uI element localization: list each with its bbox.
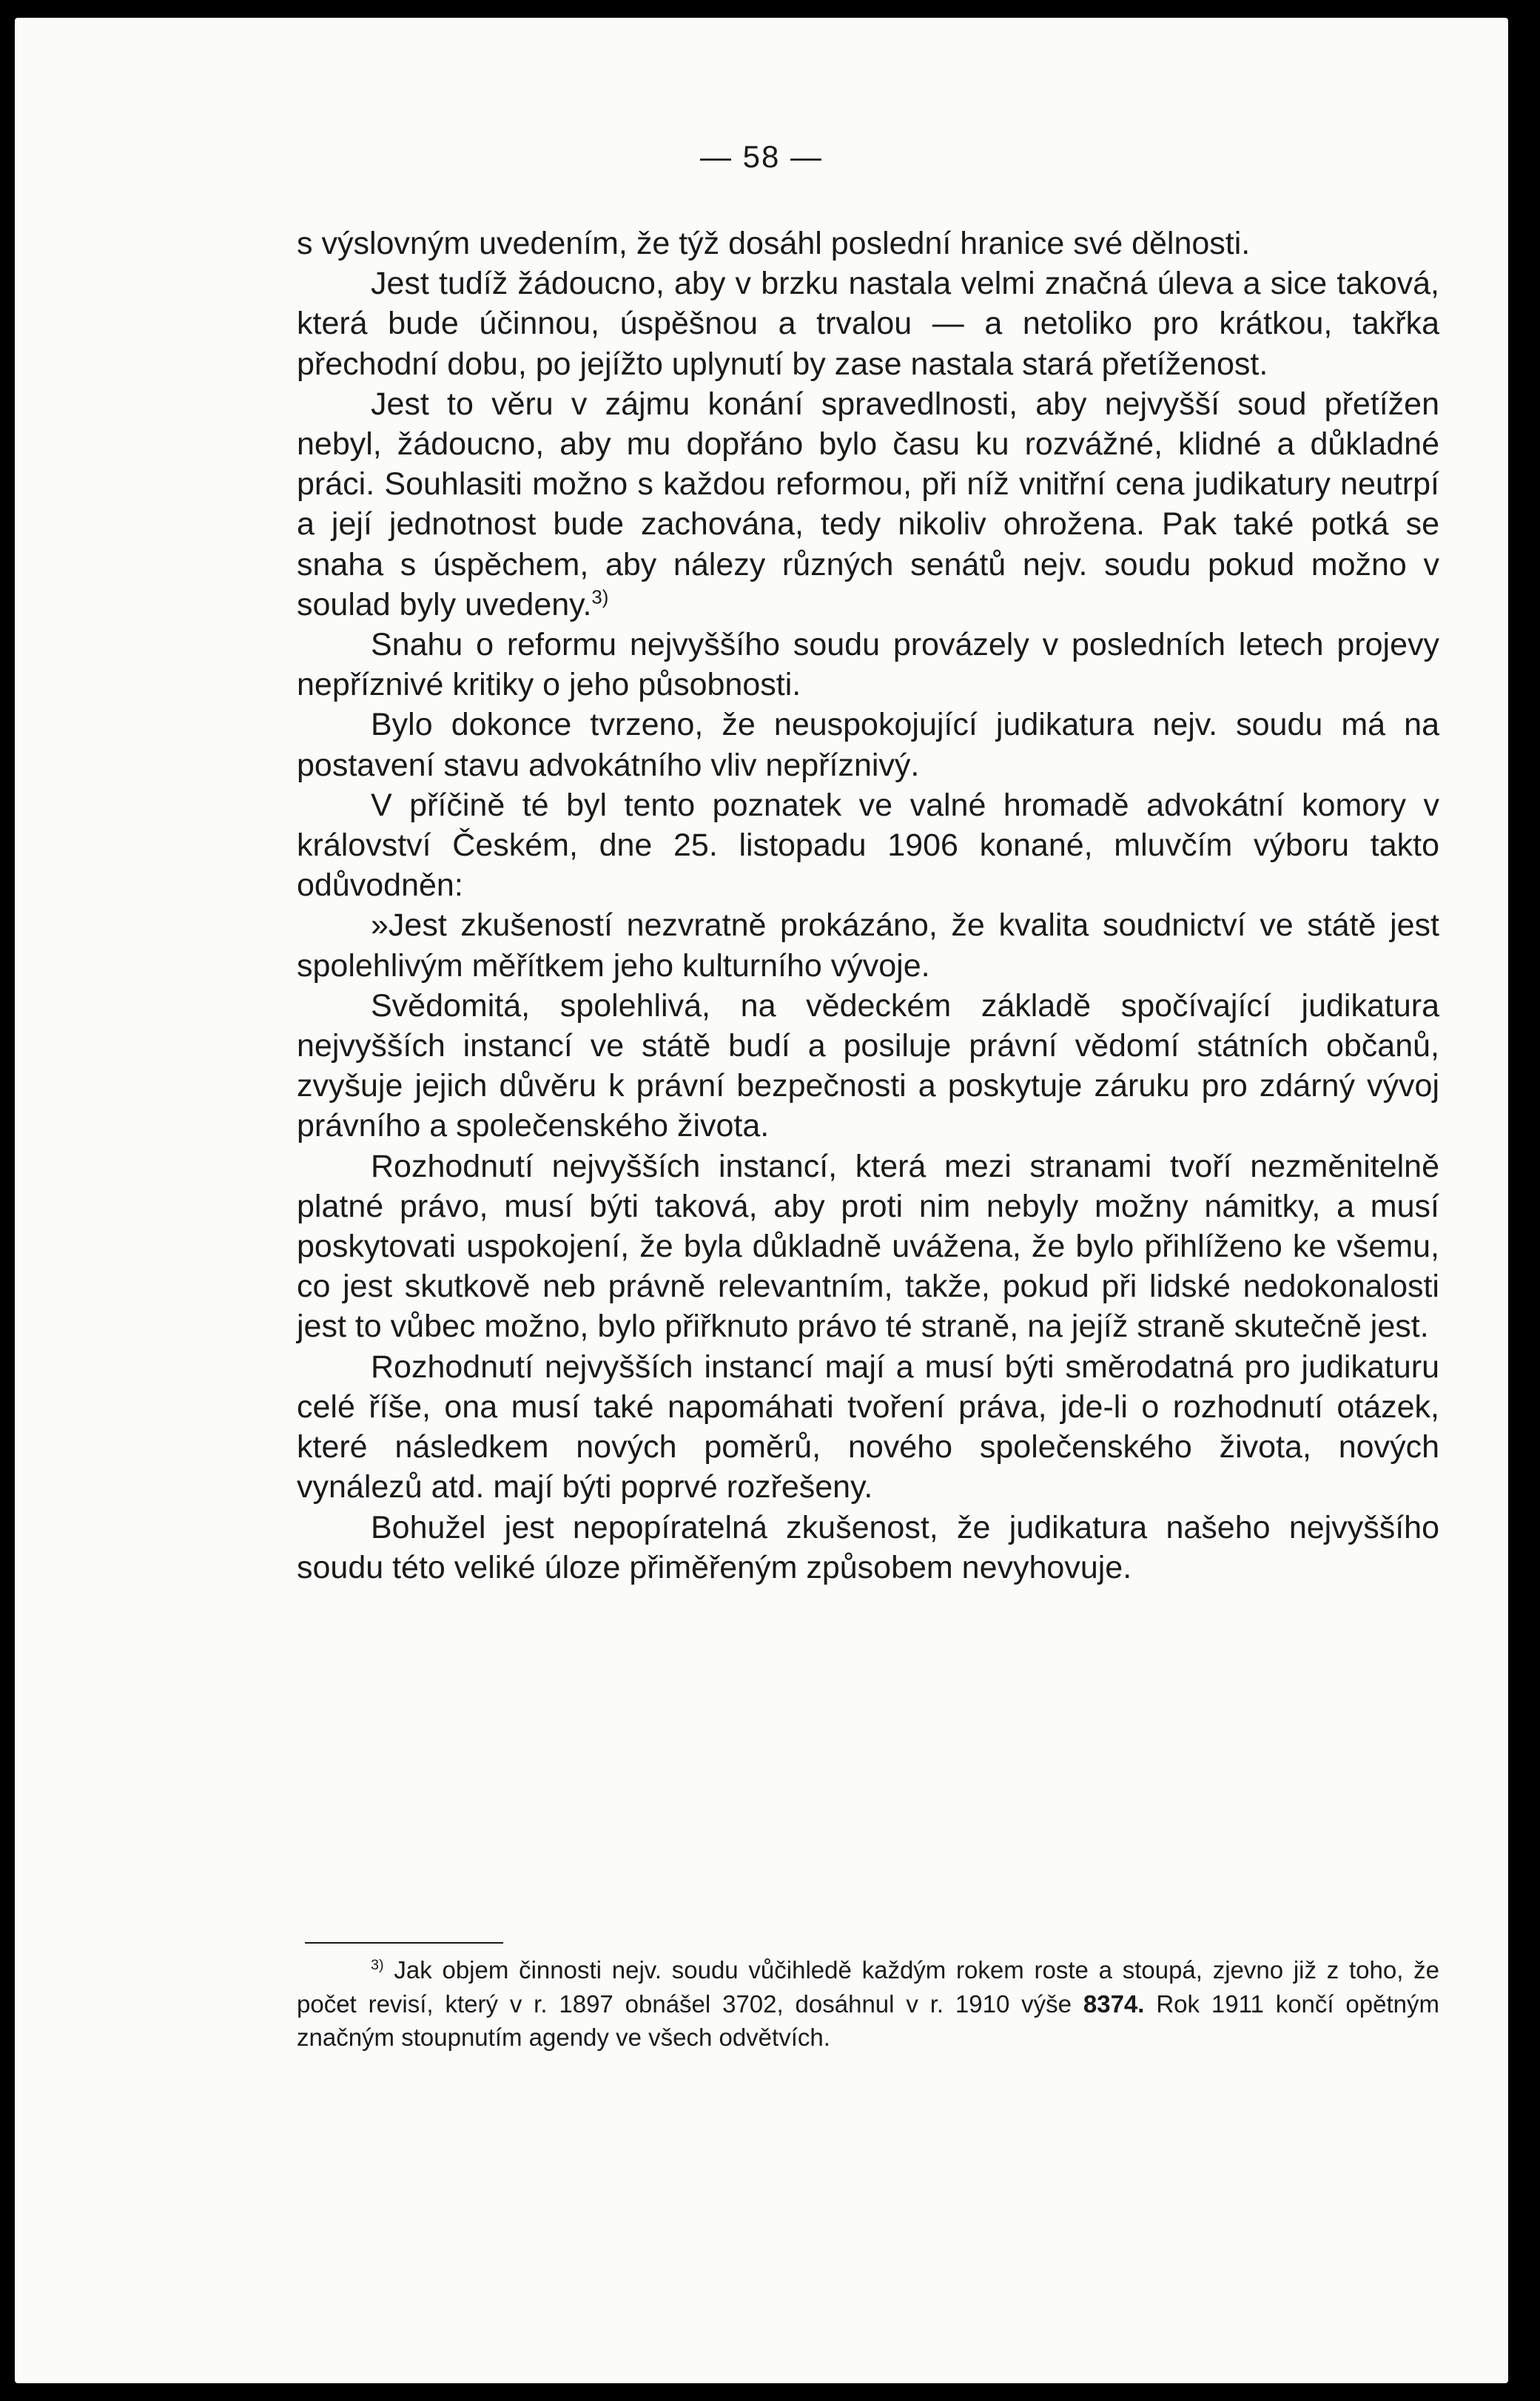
paragraph-claim: Bylo dokonce tvrzeno, že neuspokojující judikatura nejv. soudu má na postavení stavu advokátního vliv nepříznivý. [297, 707, 1439, 783]
paragraph-reform: Snahu o reformu nejvyššího soudu provázely v posledních letech projevy nepříznivé kritiky o jeho působnosti. [297, 627, 1439, 703]
paragraph-decisions: Rozhodnutí nejvyšších instancí, která mezi stranami tvoří nezměnitelně platné právo, musí býti taková, aby proti nim nebyly možny námitky, a musí poskytovati uspokojení, že byla důkladně uvážena, že bylo přihlíženo ke všemu, co jest skutkově neb právně relevantním, takže, pokud při lidské nedokonalosti jest to vůbec možno, bylo přiřknuto právo té straně, na jejíž straně skutečně jest. [297, 1148, 1439, 1345]
paragraph-binding: Rozhodnutí nejvyšších instancí mají a musí býti směrodatná pro judikaturu celé říše, ona musí také napomáhati tvoření práva, jde-li o rozhodnutí otázek, které následkem nových poměrů, nového společenského života, nových vynálezů atd. mají býti poprvé rozřešeny. [297, 1349, 1439, 1505]
paragraph-conclusion: Bohužel jest nepopíratelná zkušenost, že judikatura našeho nejvyššího soudu této veliké úloze přiměřeným způsobem nevyhovuje. [297, 1509, 1439, 1585]
paragraph-relief: Jest tudíž žádoucno, aby v brzku nastala velmi značná úleva a sice taková, která bude účinnou, úspěšnou a trvalou — a netoliko pro krátkou, takřka přechodní dobu, po jejížto uplynutí by zase nastala stará přetíženost. [297, 266, 1439, 382]
footnote-marker: 3) [371, 1957, 384, 1973]
footnote-divider [305, 1942, 503, 1944]
paragraph-judicature: Svědomitá, spolehlivá, na vědeckém základě spočívající judikatura nejvyšších instancí ve státě budí a posiluje právní vědomí státních občanů, zvyšuje jejich důvěru k právní bezpečnosti a poskytuje záruku pro zdárný vývoj právního a společenského života. [297, 987, 1439, 1144]
book-page [15, 18, 1508, 2383]
paragraph-justice: Jest to věru v zájmu konání spravedlnosti, aby nejvyšší soud přetížen nebyl, žádoucno, aby mu dopřáno bylo času ku rozvážné, klidné a důkladné práci. Souhlasiti možno s každou reformou, při níž vnitřní cena judikatury neutrpí a její jednotnost bude zachována, tedy nikoliv ohrožena. Pak také potká se snaha s úspěchem, aby nálezy různých senátů nejv. soudu pokud možno v soulad byly uvedeny.$^{3)}$ [297, 386, 1439, 622]
page-number: — 58 — [699, 139, 824, 174]
footnote [297, 1953, 1439, 2055]
footnote-reference: 3) [591, 587, 609, 608]
paragraph-quote-start: »Jest zkušeností nezvratně prokázáno, že kvalita soudnictví ve státě jest spolehlivým měřítkem jeho kulturního vývoje. [297, 907, 1439, 984]
footnote-bold-value: 8374. [1083, 1989, 1145, 2018]
footnote-text: $^{3)}$ Jak objem činnosti nejv. soudu vůčihledě každým rokem roste a stoupá, zjevno již z toho, že počet revisí, který v r. 1897 obnášel 3702, dosáhnul v r. 1910 výše 8374. Rok 1911 končí opětným značným stoupnutím agendy ve všech odvětvích. [297, 1956, 1440, 2051]
main-text [297, 224, 1439, 1588]
paragraph-assembly: V příčině té byl tento poznatek ve valné hromadě advokátní komory v království Českém, dne 25. listopadu 1906 konané, mluvčím výboru takto odůvodněn: [297, 787, 1439, 904]
paragraph-continuation: s výslovným uvedením, že týž dosáhl poslední hranice své dělnosti. [297, 226, 1251, 261]
